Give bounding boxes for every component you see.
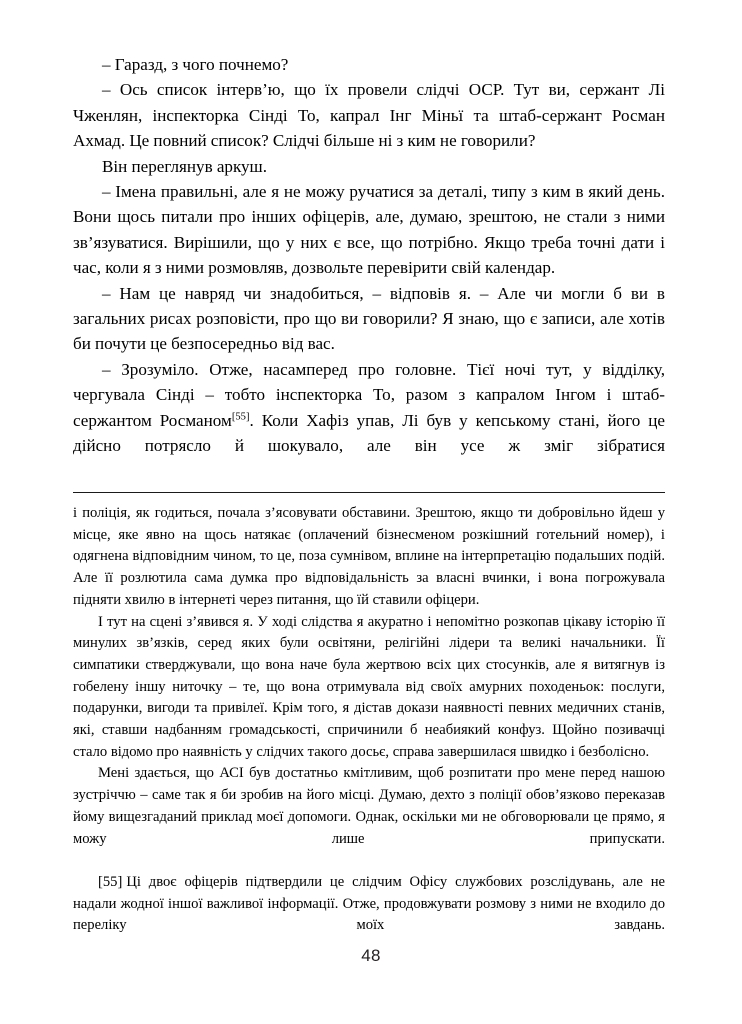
note-paragraph: і поліція, як годиться, почала з’ясовувати обставини. Зрештою, якщо ти добровільно йдеш у місце, яке явно на щось натякає (оплачений бізнесменом розкішний готельний номер), і одягнена відповідним чином, то це, поза сумнівом, вплине на інтерпретацію подальших подій. Але її розлютила сама думка про відповідальність за власні вчинки, і вона погрожувала підняти хвилю в інтернеті через питання, що їй ставили офіцери. [73,505,665,608]
main-body-text [73,52,665,484]
note-paragraph: І тут на сцені з’явився я. У ході слідства я акуратно і непомітно розкопав цікаву історію її минулих зв’язків, серед яких були освітяни, релігійні лідери та великі начальники. Її симпатики стверджували, що вона наче була жертвою всіх цих стосунків, але я витягнув із гобелену іншу ниточку – те, що вона отримувала від своїх амурних походеньок: послуги, подарунки, вигоди та привілеї. Крім того, я дістав докази наявності певних медичних станів, які, ставши надбанням громадськості, спричинили б неабиякий конфуз. Щойно позивачці стало відомо про наявність у слідчих такого досьє, справа завершилася швидко і безболісно. [73,613,665,760]
body-paragraph-with-footnote-ref [73,357,665,484]
body-paragraph: – Імена правильні, але я не можу ручатися за деталі, типу з ким в який день. Вони щось питали про інших офіцерів, але, думаю, зрештою, не стали з ними зв’язуватися. Вирішили, що у них є все, що потрібно. Якщо треба точні дати і час, коли я з ними розмовляв, дозвольте перевірити свій календар. [73,182,665,278]
footnote-separator-rule [73,492,665,493]
footnote-marker: [55] [98,873,123,890]
footnote-reference-55[interactable]: [55] [231,411,250,422]
footnote-continuation-text [73,503,665,959]
page-number: 48 [361,946,381,965]
note-paragraph: Мені здається, що АСІ був достатньо кмітливим, щоб розпитати про мене перед нашою зустріччю – саме так я би зробив на його місці. Думаю, дехто з поліції обов’язково переказав йому вищезгаданий приклад моєї допомоги. Однак, оскільки ми не обговорювали це прямо, я можу лише припускати. [73,765,665,847]
body-paragraph: – Гаразд, з чого почнемо? [102,55,289,74]
body-paragraph: Він переглянув аркуш. [102,156,267,176]
paragraph-text-after-ref: . Коли Хафіз упав, Лі був у кепському стані, його це дійсно потрясло й шокувало, але він усе ж зміг зібратися [73,410,666,456]
footnote-text: Ці двоє офіцерів підтвердили це слідчим Офісу службових розслідувань, але не надали жодної іншої важливої інформації. Отже, продовжувати розмову з ними не входило до переліку моїх завдань. [73,873,665,934]
body-paragraph: – Ось список інтерв’ю, що їх провели слідчі ОСР. Тут ви, сержант Лі Чженлян, інспекторка Сінді То, капрал Інг Міньї та штаб-сержант Росман Ахмад. Це повний список? Слідчі більше ні з ким не говорили? [73,80,665,151]
paragraph-text-before-ref: – Зрозуміло. Отже, насамперед про головне. Тієї ночі тут, у відділку, чергувала Сінді – тобто інспекторка То, разом з капралом Інгом і штаб-сержантом Росманом [73,359,665,430]
body-paragraph: – Нам це навряд чи знадобиться, – відповів я. – Але чи могли б ви в загальних рисах розповісти, про що ви говорили? Я знаю, що є записи, але хотів би почути це безпосередньо від вас. [73,283,665,354]
